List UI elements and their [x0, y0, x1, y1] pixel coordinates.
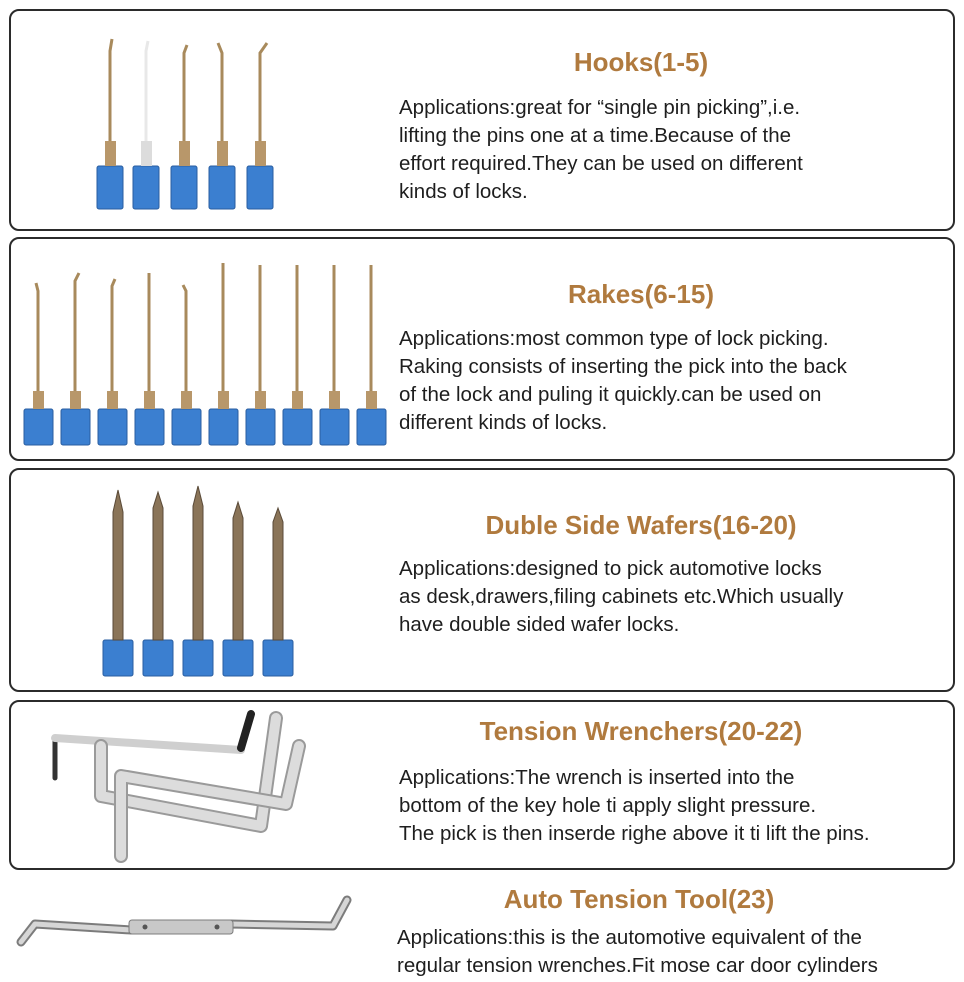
section-description [397, 924, 878, 980]
section-title: Duble Side Wafers(16-20) [485, 510, 797, 540]
tension-wrenches-panel [9, 700, 955, 870]
tension-wrenches-image [41, 706, 321, 866]
hook-picks-image [95, 31, 295, 231]
auto-tension-tool-image [11, 890, 361, 960]
description-line: Applications:great for “single pin picking”,i.e. [399, 96, 801, 119]
description-line: effort required.They can be used on different [399, 152, 803, 175]
description-line: bottom of the key hole ti apply slight pressure. [399, 794, 817, 817]
description-line: Applications:most common type of lock picking. [399, 327, 829, 350]
section-description [399, 94, 803, 206]
section-title: Rakes(6-15) [568, 279, 714, 309]
section-description [399, 325, 847, 437]
section-description [399, 764, 870, 848]
description-line: Applications:this is the automotive equivalent of the [397, 926, 862, 949]
description-line: Applications:The wrench is inserted into the [399, 766, 795, 789]
description-line: different kinds of locks. [399, 411, 608, 434]
description-line: regular tension wrenches.Fit mose car door cylinders [397, 954, 878, 977]
section-title: Hooks(1-5) [573, 47, 709, 77]
description-line: Raking consists of inserting the pick into the back [399, 355, 847, 378]
section-description [399, 555, 843, 639]
wafer-picks-image [101, 482, 301, 682]
description-line: kinds of locks. [399, 180, 528, 203]
section-title: Tension Wrenchers(20-22) [479, 716, 803, 746]
description-line: The pick is then inserde righe above it ti lift the pins. [399, 822, 870, 845]
description-line: as desk,drawers,filing cabinets etc.Which usually [399, 585, 844, 608]
section-title: Auto Tension Tool(23) [503, 884, 775, 914]
auto-tension-tool-section [9, 876, 955, 980]
description-line: have double sided wafer locks. [399, 613, 680, 636]
description-line: of the lock and puling it quickly.can be used on [399, 383, 822, 406]
rakes-panel [9, 237, 955, 461]
description-line: lifting the pins one at a time.Because of the [399, 124, 792, 147]
hooks-panel [9, 9, 955, 231]
rake-picks-image [21, 251, 391, 461]
description-line: Applications:designed to pick automotive locks [399, 557, 822, 580]
wafers-panel [9, 468, 955, 692]
